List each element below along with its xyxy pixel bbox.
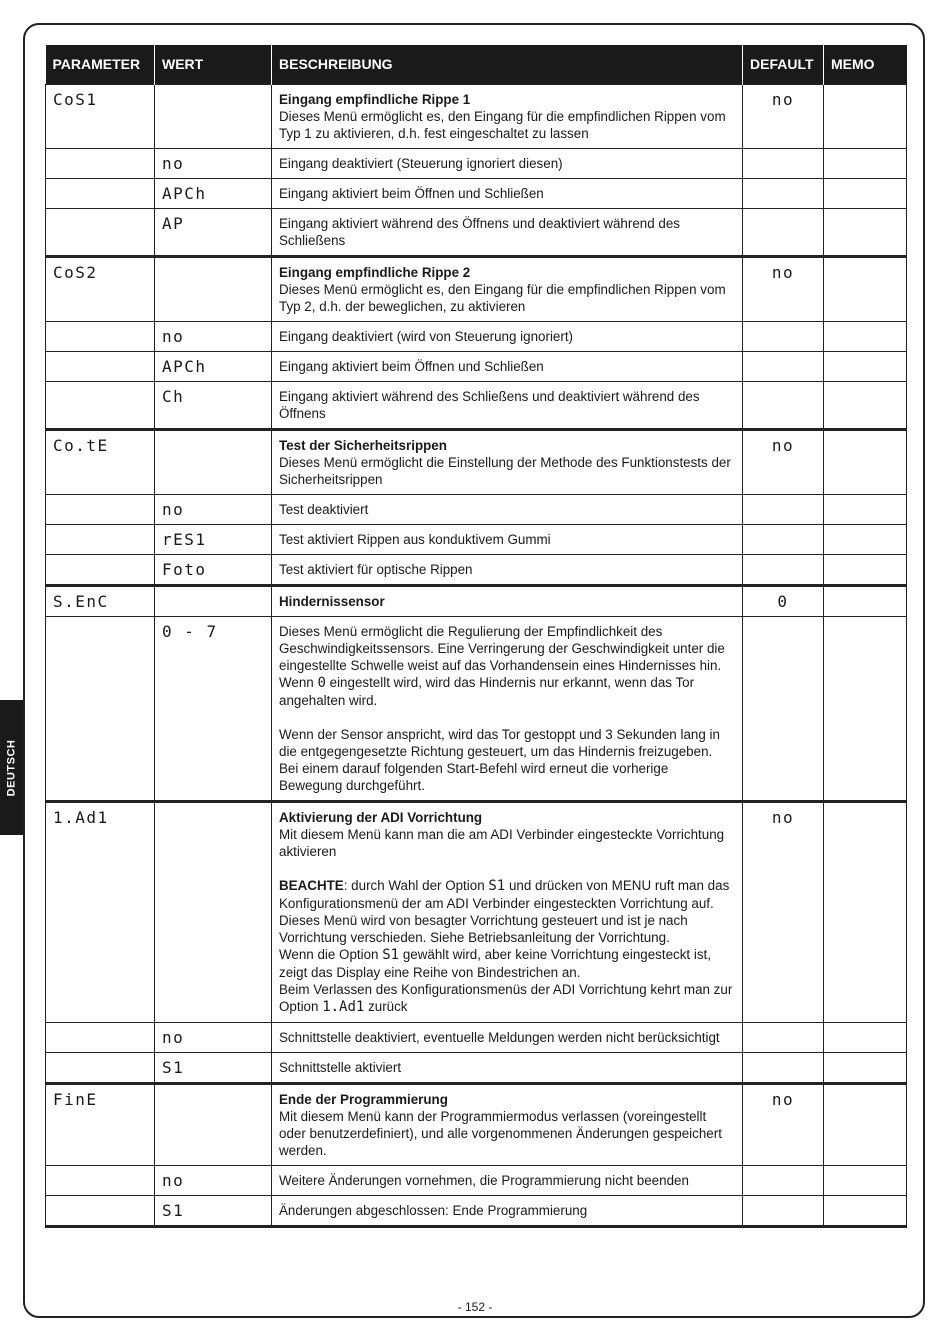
description-cell [272,430,743,495]
option-description: Schnittstelle aktiviert [272,1053,743,1084]
option-description: Eingang deaktiviert (wird von Steuerung ignoriert) [272,322,743,352]
option-description: Eingang aktiviert während des Öffnens und deaktiviert während des Schließens [272,209,743,257]
memo-cell [824,85,907,149]
note-line-3: Wenn die Option S1 gewählt wird, aber keine Vorrichtung eingesteckt ist, zeigt das Display eine Reihe von Bindestrichen an. [279,947,711,980]
table-row [46,1023,907,1053]
note-label: BEACHTE [279,878,344,893]
table-row [46,1084,907,1166]
page-number: - 152 - [457,1300,493,1314]
table-row [46,179,907,209]
param-description: Mit diesem Menü kann man die am ADI Verbinder eingesteckte Vorrichtung aktivieren [279,827,725,859]
param-code: CoS1 [46,85,155,149]
param-code: FinE [46,1084,155,1166]
default-value: no [743,430,824,495]
table-row [46,322,907,352]
header-parameter: PARAMETER [46,45,155,85]
table-row [46,209,907,257]
language-tab [0,700,23,835]
param-code: Co.tE [46,430,155,495]
header-default: DEFAULT [743,45,824,85]
language-tab-label: DEUTSCH [5,739,18,796]
option-description: Eingang aktiviert beim Öffnen und Schließen [272,179,743,209]
option-description: Test aktiviert für optische Rippen [272,555,743,586]
table-row [46,555,907,586]
option-description [272,617,743,802]
option-value: APCh [155,179,272,209]
table-row [46,525,907,555]
table-header-row [46,45,907,85]
option-value: no [155,1166,272,1196]
description-cell [272,85,743,149]
option-description: Eingang aktiviert während des Schließens und deaktiviert während des Öffnens [272,382,743,430]
option-value: no [155,495,272,525]
option-value: S1 [155,1196,272,1227]
description-cell [272,1084,743,1166]
option-value: no [155,322,272,352]
table-row [46,1166,907,1196]
table-row [46,1196,907,1227]
sensor-paragraph-2: Wenn der Sensor anspricht, wird das Tor gestoppt und 3 Sekunden lang in die entgegengesetzte Richtung gesteuert, um das Hindernis freizugeben. Bei einem darauf folgenden Start-Befehl wird erneut die vorherige Bewegung durchgeführt. [279,727,720,793]
note-line-2: Dieses Menü wird von besagter Vorrichtung gesteuert und ist je nach Vorrichtung verschieden. Siehe Betriebsanleitung der Vorrichtung. [279,913,688,945]
param-title: Aktivierung der ADI Vorrichtung [279,810,483,825]
option-description: Test deaktiviert [272,495,743,525]
inline-value: S1 [382,947,400,963]
table-row [46,85,907,149]
inline-value: 0 [317,675,326,691]
option-value: Foto [155,555,272,586]
param-description: Dieses Menü ermöglicht es, den Eingang für die empfindlichen Rippen vom Typ 1 zu aktivieren, d.h. fest eingeschaltet zu lassen [279,109,726,141]
option-value: rES1 [155,525,272,555]
option-description: Eingang deaktiviert (Steuerung ignoriert diesen) [272,149,743,179]
description-cell [272,586,743,617]
note-line-4: Beim Verlassen des Konfigurationsmenüs der ADI Vorrichtung kehrt man zur Option 1.Ad1 zurück [279,982,733,1015]
default-value: no [743,85,824,149]
inline-value: S1 [488,878,506,894]
sensor-paragraph-1: Dieses Menü ermöglicht die Regulierung der Empfindlichkeit des Geschwindigkeitssensors. Eine Verringerung der Geschwindigkeit unter die eingestellte Schwelle weist auf das Vorhandensein eines Hindernisses hin. Wenn 0 eingestellt wird, wird das Hindernis nur erkannt, wenn das Tor angehalten wird. [279,624,725,708]
option-value: no [155,149,272,179]
header-beschreibung: BESCHREIBUNG [272,45,743,85]
default-value: no [743,1084,824,1166]
param-title: Eingang empfindliche Rippe 2 [279,265,471,280]
param-description: Dieses Menü ermöglicht die Einstellung der Methode des Funktionstests der Sicherheitsrippen [279,455,731,487]
table-row [46,1053,907,1084]
option-description: Änderungen abgeschlossen: Ende Programmierung [272,1196,743,1227]
param-code: CoS2 [46,257,155,322]
param-title: Ende der Programmierung [279,1092,448,1107]
table-row [46,352,907,382]
param-title: Hindernissensor [279,594,385,609]
param-title: Test der Sicherheitsrippen [279,438,447,453]
description-cell [272,802,743,1023]
table-row [46,617,907,802]
option-value: no [155,1023,272,1053]
option-value: AP [155,209,272,257]
option-value: S1 [155,1053,272,1084]
note-paragraph: BEACHTE: durch Wahl der Option S1 und drücken von MENU ruft man das Konfigurationsmenü der am ADI Verbinder eingesteckten Vorrichtung auf. [279,878,730,911]
description-cell [272,257,743,322]
table-row [46,430,907,495]
table-row [46,586,907,617]
table-row [46,257,907,322]
table-row [46,382,907,430]
option-description: Eingang aktiviert beim Öffnen und Schließen [272,352,743,382]
option-description: Test aktiviert Rippen aus konduktivem Gummi [272,525,743,555]
option-value: APCh [155,352,272,382]
value-cell [155,85,272,149]
table-row [46,149,907,179]
option-description: Weitere Änderungen vornehmen, die Programmierung nicht beenden [272,1166,743,1196]
header-memo: MEMO [824,45,907,85]
param-code: S.EnC [46,586,155,617]
default-value: no [743,802,824,1023]
option-value: Ch [155,382,272,430]
table-row [46,802,907,1023]
inline-value: 1.Ad1 [322,999,365,1015]
default-value: no [743,257,824,322]
param-title: Eingang empfindliche Rippe 1 [279,92,471,107]
parameter-table [45,45,907,1228]
option-value-range: 0 - 7 [155,617,272,802]
option-description: Schnittstelle deaktiviert, eventuelle Meldungen werden nicht berücksichtigt [272,1023,743,1053]
param-description: Mit diesem Menü kann der Programmiermodus verlassen (voreingestellt oder benutzerdefiniert), und alle vorgenommenen Änderungen gespeichert werden. [279,1109,722,1158]
table-row [46,495,907,525]
header-wert: WERT [155,45,272,85]
param-description: Dieses Menü ermöglicht es, den Eingang für die empfindlichen Rippen vom Typ 2, d.h. der beweglichen, zu aktivieren [279,282,726,314]
param-code: 1.Ad1 [46,802,155,1023]
default-value: 0 [743,586,824,617]
